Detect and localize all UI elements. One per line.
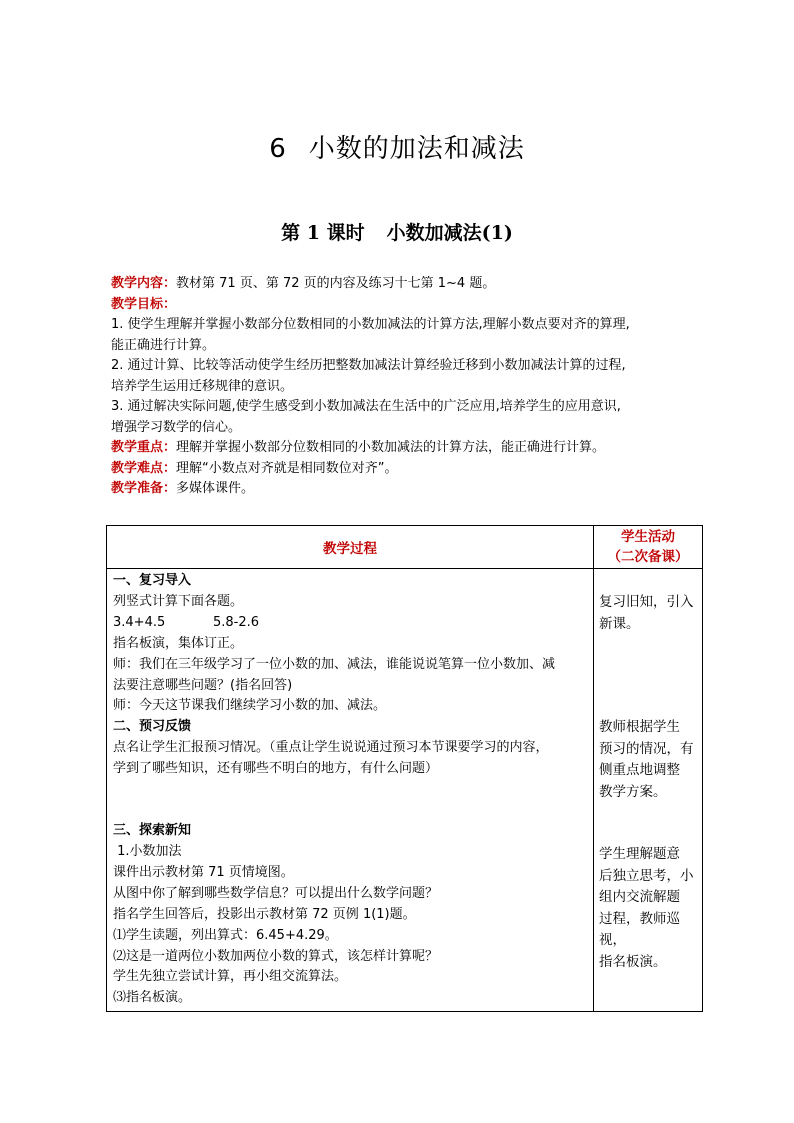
teaching-process-table xyxy=(106,525,703,1012)
activity-line: 教学方案。 xyxy=(599,783,667,800)
header-activity-line1: 学生活动 xyxy=(621,529,675,545)
content-text: 教材第 71 页、第 72 页的内容及练习十七第 1~4 题。 xyxy=(176,276,496,291)
process-line: ⑵这是一道两位小数加两位小数的算式，该怎样计算呢？ xyxy=(113,948,439,964)
chapter-number: 6 xyxy=(269,134,287,164)
process-line: 点名让学生汇报预习情况。（重点让学生说说通过预习本节课要学习的内容， xyxy=(113,740,549,756)
activity-line: 后独立思考，小 xyxy=(599,867,694,884)
activity-line: 指名板演。 xyxy=(599,953,667,970)
activity-line: 过程，教师巡视， xyxy=(599,910,680,948)
lesson-info xyxy=(111,274,691,500)
chapter-title: 小数的加法和减法 xyxy=(308,134,525,164)
header-process: 教学过程 xyxy=(107,526,594,569)
process-line: 学到了哪些知识，还有哪些不明白的地方，有什么问题） xyxy=(113,761,439,777)
teaching-difficulty xyxy=(111,459,691,480)
activity-line: 学生理解题意 xyxy=(599,846,680,862)
goals-label: 教学目标： xyxy=(111,296,177,312)
goal-line: 培养学生运用迁移规律的意识。 xyxy=(111,378,294,394)
process-line: 列竖式计算下面各题。 xyxy=(113,593,244,609)
goal-line: 增强学习数学的信心。 xyxy=(111,419,242,435)
activity-cell xyxy=(594,569,703,1012)
lesson-subtitle xyxy=(0,218,794,245)
activity-line: 预习的情况，有 xyxy=(599,740,694,757)
process-line: 1.小数加法 xyxy=(113,843,182,859)
teaching-goals-heading xyxy=(111,295,691,316)
document-title xyxy=(0,128,794,165)
process-line: 法要注意哪些问题？(指名回答) xyxy=(113,677,293,693)
calc-a: 3.4+4.5 xyxy=(113,614,166,630)
lesson-topic: 小数加减法(1) xyxy=(386,222,513,244)
key-label: 教学重点： xyxy=(111,440,177,455)
lesson-number: 第 1 课时 xyxy=(281,222,365,244)
goal-line: 2. 通过计算、比较等活动使学生经历把整数加减法计算经验迁移到小数加减法计算的过程, xyxy=(111,358,626,373)
process-line: 指名板演，集体订正。 xyxy=(113,635,244,651)
process-cell xyxy=(107,569,594,1012)
section-review-title: 一、复习导入 xyxy=(113,573,192,588)
activity-line: 侧重点地调整 xyxy=(599,762,680,778)
teaching-content xyxy=(111,274,691,295)
process-line: 课件出示教材第 71 页情境图。 xyxy=(113,864,294,880)
process-line: 师：我们在三年级学习了一位小数的加、减法，谁能说说笔算一位小数加、减 xyxy=(113,656,556,672)
section-explore-title: 三、探索新知 xyxy=(113,823,192,839)
goal-line: 1. 使学生理解并掌握小数部分位数相同的小数加减法的计算方法,理解小数点要对齐的算理, xyxy=(111,317,630,332)
goal-line: 能正确进行计算。 xyxy=(111,337,216,353)
calc-b: 5.8-2.6 xyxy=(213,614,260,630)
difficulty-text: 理解“小数点对齐就是相同数位对齐”。 xyxy=(176,460,398,476)
activity-line: 新课。 xyxy=(599,615,640,632)
table-body-row xyxy=(107,569,703,1012)
process-line: 师：今天这节课我们继续学习小数的加、减法。 xyxy=(113,698,387,714)
process-line: 从图中你了解到哪些数学信息？可以提出什么数学问题？ xyxy=(113,885,439,901)
content-label: 教学内容： xyxy=(111,276,177,291)
process-line: 指名学生回答后，投影出示教材第 72 页例 1(1)题。 xyxy=(113,906,416,922)
prep-text: 多媒体课件。 xyxy=(176,481,255,496)
prep-label: 教学准备： xyxy=(111,481,177,496)
process-line: 学生先独立尝试计算，再小组交流算法。 xyxy=(113,969,348,985)
activity-line: 组内交流解题 xyxy=(599,889,680,905)
activity-line: 教师根据学生 xyxy=(599,719,680,735)
table-header-row xyxy=(107,526,703,569)
blank-spacer xyxy=(113,780,587,821)
teaching-preparation xyxy=(111,479,691,500)
section-preview-title: 二、预习反馈 xyxy=(113,719,192,735)
difficulty-label: 教学难点： xyxy=(111,460,177,476)
goal-line: 3. 通过解决实际问题,使学生感受到小数加减法在生活中的广泛应用,培养学生的应用意识, xyxy=(111,399,621,414)
header-activity-line2: （二次备课） xyxy=(607,549,689,565)
activity-line: 复习旧知，引入 xyxy=(599,594,694,610)
process-line: ⑴学生读题，列出算式：6.45+4.29。 xyxy=(113,927,338,943)
calc-exercises xyxy=(113,613,587,634)
teaching-key-point xyxy=(111,438,691,459)
key-text: 理解并掌握小数部分位数相同的小数加减法的计算方法，能正确进行计算。 xyxy=(176,440,606,455)
header-activity xyxy=(594,526,703,569)
process-line: ⑶指名板演。 xyxy=(113,990,192,1006)
